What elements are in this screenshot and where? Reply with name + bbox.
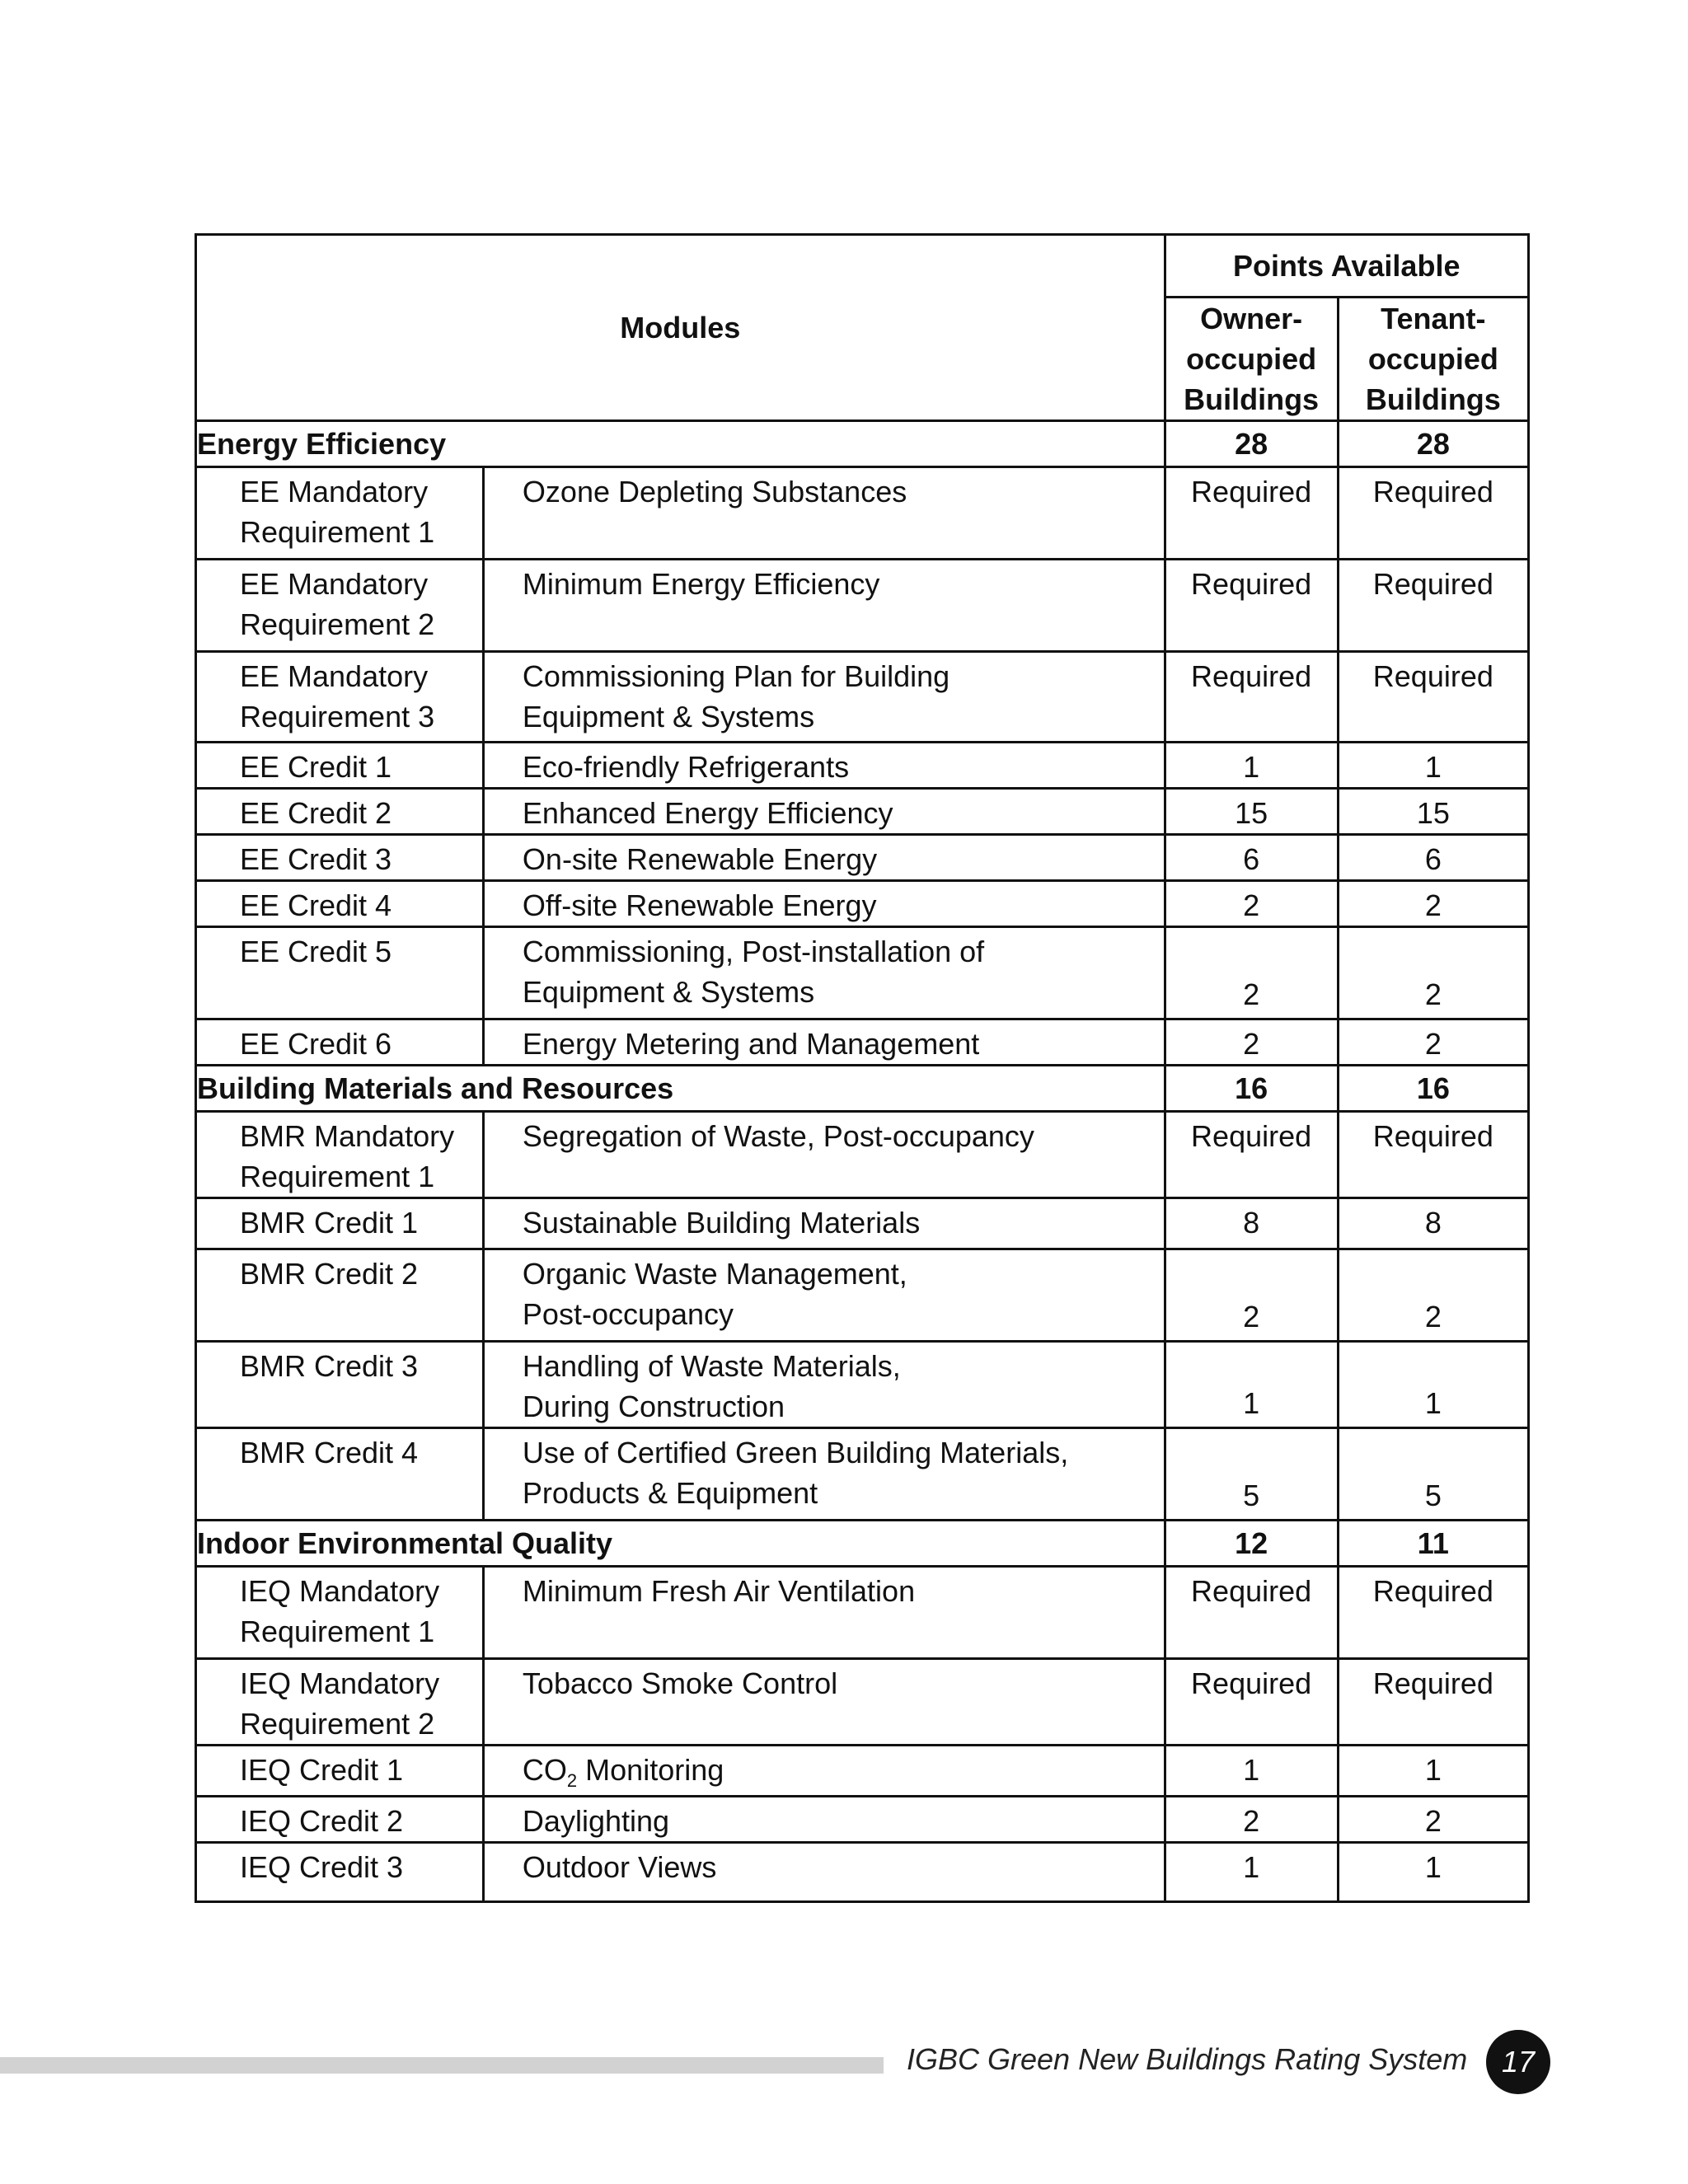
credit-code: BMR Credit 4 [196, 1428, 484, 1521]
owner-points: 6 [1165, 835, 1338, 881]
table-row [196, 560, 1529, 652]
owner-points: Required [1165, 652, 1338, 743]
tenant-points: Required [1338, 1567, 1528, 1659]
credit-description: Tobacco Smoke Control [483, 1659, 1165, 1746]
table-row [196, 835, 1529, 881]
section-row-energy-efficiency [196, 421, 1529, 467]
owner-points: 2 [1165, 1797, 1338, 1843]
table-row [196, 1567, 1529, 1659]
table-row [196, 1112, 1529, 1198]
section-title: Indoor Environmental Quality [196, 1521, 1165, 1567]
section-owner-points: 28 [1165, 421, 1338, 467]
table-row [196, 1019, 1529, 1066]
section-tenant-points: 28 [1338, 421, 1528, 467]
credit-code: EE Credit 2 [196, 789, 484, 835]
credit-code: EE Credit 5 [196, 927, 484, 1019]
credit-code: IEQ Mandatory Requirement 1 [196, 1567, 484, 1659]
owner-points: 1 [1165, 1342, 1338, 1428]
credit-description: Organic Waste Management, Post-occupancy [483, 1249, 1165, 1342]
tenant-points: 1 [1338, 1843, 1528, 1902]
tenant-points: Required [1338, 652, 1528, 743]
table-row [196, 467, 1529, 560]
section-tenant-points: 11 [1338, 1521, 1528, 1567]
owner-points: Required [1165, 467, 1338, 560]
tenant-points: Required [1338, 1112, 1528, 1198]
tenant-points: 5 [1338, 1428, 1528, 1521]
credit-description: Use of Certified Green Building Materials, Products & Equipment [483, 1428, 1165, 1521]
section-row-building-materials [196, 1066, 1529, 1112]
credit-code: EE Credit 3 [196, 835, 484, 881]
tenant-points: Required [1338, 560, 1528, 652]
tenant-points: Required [1338, 1659, 1528, 1746]
owner-points: Required [1165, 560, 1338, 652]
tenant-points: 15 [1338, 789, 1528, 835]
credit-code: BMR Credit 2 [196, 1249, 484, 1342]
table-row [196, 1342, 1529, 1428]
table-row [196, 789, 1529, 835]
section-owner-points: 12 [1165, 1521, 1338, 1567]
owner-points: 5 [1165, 1428, 1338, 1521]
tenant-occupied-header: Tenant- occupied Buildings [1338, 298, 1528, 421]
owner-points: Required [1165, 1567, 1338, 1659]
credit-description: Energy Metering and Management [483, 1019, 1165, 1066]
points-available-header: Points Available [1165, 235, 1528, 298]
tenant-points: 8 [1338, 1198, 1528, 1249]
credit-description: Enhanced Energy Efficiency [483, 789, 1165, 835]
tenant-points: 2 [1338, 927, 1528, 1019]
credit-description: Ozone Depleting Substances [483, 467, 1165, 560]
page-number-badge: 17 [1486, 2030, 1550, 2094]
credit-description: Minimum Energy Efficiency [483, 560, 1165, 652]
table-row [196, 927, 1529, 1019]
credit-description: Outdoor Views [483, 1843, 1165, 1902]
credit-description: Off-site Renewable Energy [483, 881, 1165, 927]
section-row-indoor-environmental-quality [196, 1521, 1529, 1567]
credit-description: Daylighting [483, 1797, 1165, 1843]
tenant-points: 2 [1338, 1249, 1528, 1342]
owner-points: 1 [1165, 743, 1338, 789]
credit-description: Segregation of Waste, Post-occupancy [483, 1112, 1165, 1198]
tenant-points: 6 [1338, 835, 1528, 881]
tenant-points: Required [1338, 467, 1528, 560]
credit-code: BMR Credit 3 [196, 1342, 484, 1428]
credit-description: On-site Renewable Energy [483, 835, 1165, 881]
owner-points: 1 [1165, 1843, 1338, 1902]
credit-description: Sustainable Building Materials [483, 1198, 1165, 1249]
table-header-row [196, 235, 1529, 298]
credit-description [483, 1746, 1165, 1797]
credit-description: Commissioning Plan for Building Equipment & Systems [483, 652, 1165, 743]
tenant-points: 2 [1338, 881, 1528, 927]
tenant-points: 1 [1338, 1342, 1528, 1428]
credit-code: BMR Credit 1 [196, 1198, 484, 1249]
table-row [196, 1843, 1529, 1902]
owner-points: 2 [1165, 1249, 1338, 1342]
owner-points: Required [1165, 1659, 1338, 1746]
tenant-points: 1 [1338, 743, 1528, 789]
credit-code: IEQ Credit 3 [196, 1843, 484, 1902]
table-row [196, 743, 1529, 789]
credit-description: Eco-friendly Refrigerants [483, 743, 1165, 789]
tenant-points: 2 [1338, 1019, 1528, 1066]
section-title: Energy Efficiency [196, 421, 1165, 467]
table-row [196, 652, 1529, 743]
owner-points: Required [1165, 1112, 1338, 1198]
credit-code: EE Mandatory Requirement 3 [196, 652, 484, 743]
points-table [195, 233, 1530, 1903]
credit-code: EE Mandatory Requirement 2 [196, 560, 484, 652]
owner-points: 2 [1165, 881, 1338, 927]
credit-code: EE Credit 1 [196, 743, 484, 789]
credit-description: Handling of Waste Materials, During Construction [483, 1342, 1165, 1428]
credit-code: IEQ Credit 2 [196, 1797, 484, 1843]
table-row [196, 881, 1529, 927]
owner-points: 1 [1165, 1746, 1338, 1797]
co2-label: CO [522, 1753, 567, 1787]
tenant-points: 2 [1338, 1797, 1528, 1843]
tenant-points: 1 [1338, 1746, 1528, 1797]
table-row [196, 1659, 1529, 1746]
section-tenant-points: 16 [1338, 1066, 1528, 1112]
table-row [196, 1198, 1529, 1249]
section-owner-points: 16 [1165, 1066, 1338, 1112]
co2-subscript: 2 [566, 1770, 578, 1792]
credit-code: IEQ Credit 1 [196, 1746, 484, 1797]
owner-points: 8 [1165, 1198, 1338, 1249]
owner-points: 15 [1165, 789, 1338, 835]
credit-code: EE Credit 4 [196, 881, 484, 927]
modules-header: Modules [196, 235, 1165, 421]
credit-code: BMR Mandatory Requirement 1 [196, 1112, 484, 1198]
table-row [196, 1746, 1529, 1797]
table-row [196, 1249, 1529, 1342]
credit-code: EE Credit 6 [196, 1019, 484, 1066]
owner-points: 2 [1165, 927, 1338, 1019]
credit-description: Commissioning, Post-installation of Equipment & Systems [483, 927, 1165, 1019]
table-row [196, 1428, 1529, 1521]
owner-occupied-header: Owner- occupied Buildings [1165, 298, 1338, 421]
credit-code: EE Mandatory Requirement 1 [196, 467, 484, 560]
credit-description: Minimum Fresh Air Ventilation [483, 1567, 1165, 1659]
table-row [196, 1797, 1529, 1843]
credit-code: IEQ Mandatory Requirement 2 [196, 1659, 484, 1746]
owner-points: 2 [1165, 1019, 1338, 1066]
section-title: Building Materials and Resources [196, 1066, 1165, 1112]
monitoring-label: Monitoring [577, 1753, 724, 1787]
footer-divider-bar [0, 2057, 884, 2074]
footer-title: IGBC Green New Buildings Rating System [907, 2042, 1468, 2076]
